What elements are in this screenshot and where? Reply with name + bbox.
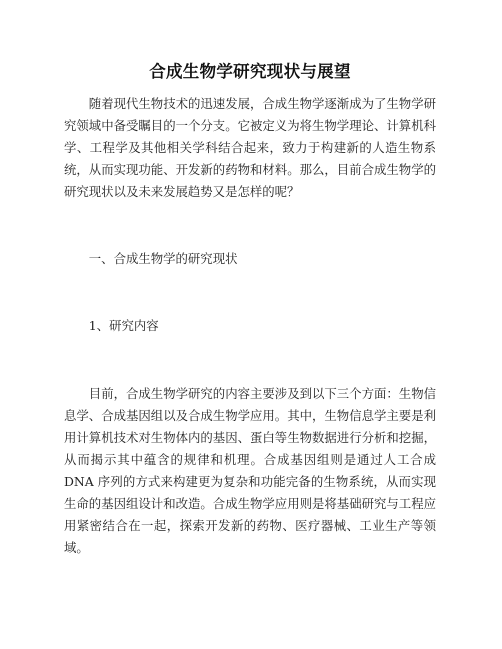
- section-heading: 一、合成生物学的研究现状: [88, 251, 238, 266]
- subsection-heading: 1、研究内容: [88, 318, 159, 333]
- body-paragraph: 目前，合成生物学研究的内容主要涉及到以下三个方面：生物信息学、合成基因组以及合成生物学应用。其中，生物信息学主要是利用计算机技术对生物体内的基因、蛋白等生物数据进行分析和挖掘，从而揭示其中蕴含的规律和机理。合成基因组则是通过人工合成 DNA 序列的方式来构建更为复杂和功能完备的生物系统，从而实现生命的基因组设计和改造。合成生物学应用则是将基础研究与工程应用紧密结合在一起，探索开发新的药物、医疗器械、工业生产等领域。: [64, 386, 436, 555]
- document-title: 合成生物学研究现状与展望: [149, 62, 351, 81]
- intro-paragraph: 随着现代生物技术的迅速发展，合成生物学逐渐成为了生物学研究领域中备受瞩目的一个分支。它被定义为将生物学理论、计算机科学、工程学及其他相关学科结合起来，致力于构建新的人造生物系统，从而实现功能、开发新的药物和材料。那么，目前合成生物学的研究现状以及未来发展趋势又是怎样的呢？: [64, 96, 436, 199]
